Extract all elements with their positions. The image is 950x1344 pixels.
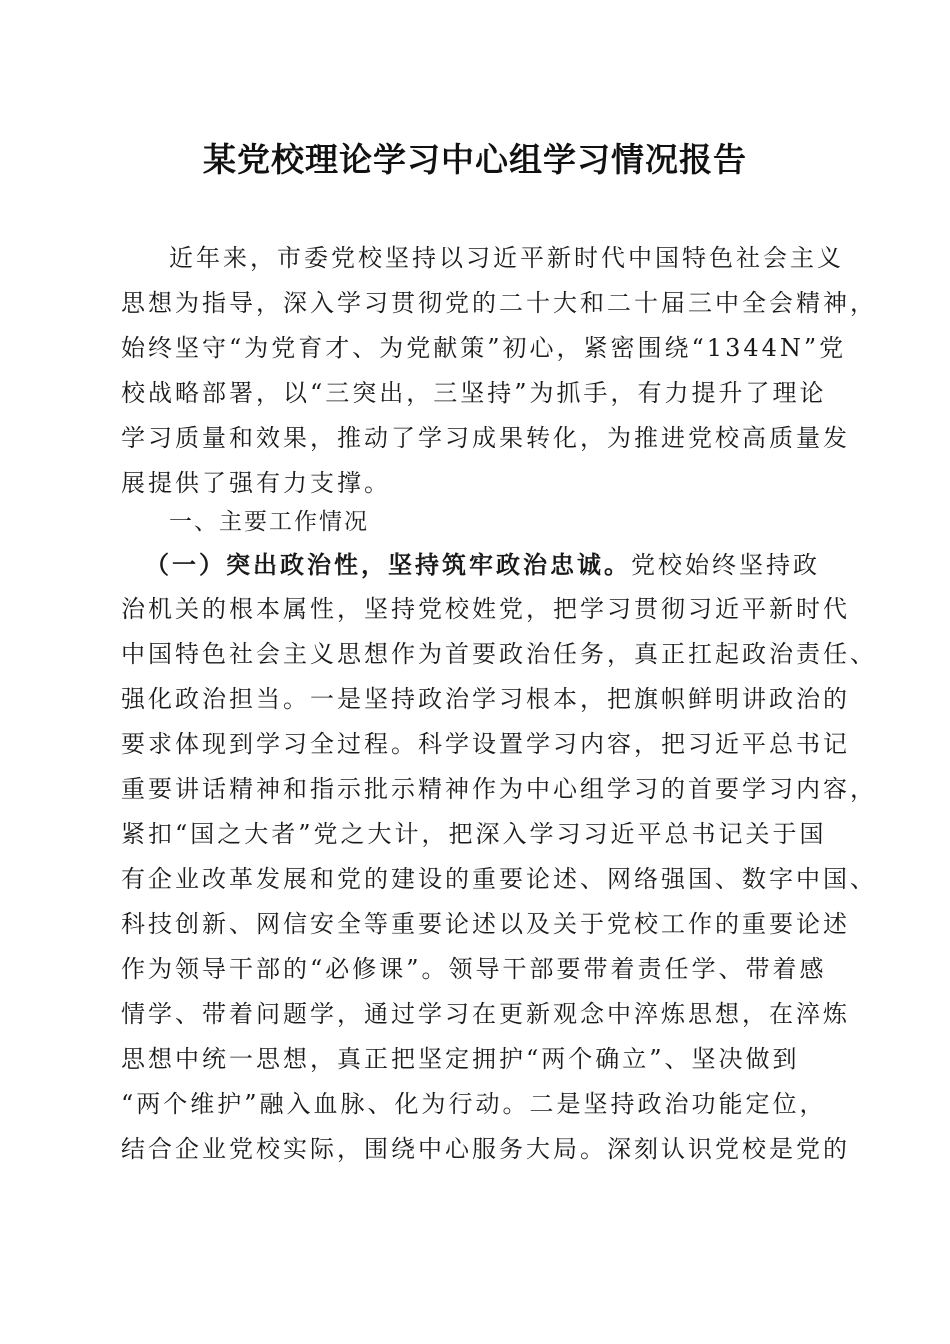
paragraph-line: 作为领导干部的“必修课”。领导干部要带着责任学、带着感: [121, 955, 827, 983]
paragraph-line: 强化政治担当。一是坚持政治学习根本，把旗帜鲜明讲政治的: [121, 685, 850, 713]
paragraph-line: [121, 542, 833, 587]
paragraph-line: 近年来，市委党校坚持以习近平新时代中国特色社会主义: [169, 244, 844, 272]
paragraph-line: 思想中统一思想，真正把坚定拥护“两个确立”、坚决做到: [121, 1045, 800, 1073]
paragraph-line: 中国特色社会主义思想作为首要政治任务，真正扛起政治责任、: [121, 640, 877, 668]
paragraph-line: 治机关的根本属性，坚持党校姓党，把学习贯彻习近平新时代: [121, 595, 850, 623]
paragraph-line: 展提供了强有力支撑。: [121, 469, 391, 497]
paragraph-line: 有企业改革发展和党的建设的重要论述、网络强国、数字中国、: [121, 865, 877, 893]
paragraph-line: “两个维护”融入血脉、化为行动。二是坚持政治功能定位，: [121, 1090, 827, 1118]
paragraph-line: 科技创新、网信安全等重要论述以及关于党校工作的重要论述: [121, 910, 850, 938]
paragraph-line: 要求体现到学习全过程。科学设置学习内容，把习近平总书记: [121, 730, 850, 758]
intro-paragraph: [121, 236, 877, 506]
section-heading: 一、主要工作情况: [169, 509, 369, 535]
subsection-paragraph: [121, 542, 877, 1172]
paragraph-line: 结合企业党校实际，围绕中心服务大局。深刻认识党校是党的: [121, 1135, 850, 1163]
section-heading-block: [121, 500, 833, 545]
paragraph-line: 始终坚守“为党育才、为党献策”初心，紧密围绕“1344N”党: [121, 334, 847, 362]
paragraph-text: 党校始终坚持政: [631, 551, 820, 579]
paragraph-line: 重要讲话精神和指示批示精神作为中心组学习的首要学习内容，: [121, 775, 877, 803]
paragraph-line: 紧扣“国之大者”党之大计，把深入学习习近平总书记关于国: [121, 820, 827, 848]
paragraph-line: 情学、带着问题学，通过学习在更新观念中淬炼思想，在淬炼: [121, 1000, 850, 1028]
paragraph-line: 思想为指导，深入学习贯彻党的二十大和二十届三中全会精神，: [121, 289, 877, 317]
paragraph-line: 学习质量和效果，推动了学习成果转化，为推进党校高质量发: [121, 424, 850, 452]
subsection-heading: （一）突出政治性，坚持筑牢政治忠诚。: [145, 550, 631, 579]
paragraph-line: 校战略部署，以“三突出，三坚持”为抓手，有力提升了理论: [121, 379, 827, 407]
document-title: 某党校理论学习中心组学习情况报告: [203, 140, 747, 179]
